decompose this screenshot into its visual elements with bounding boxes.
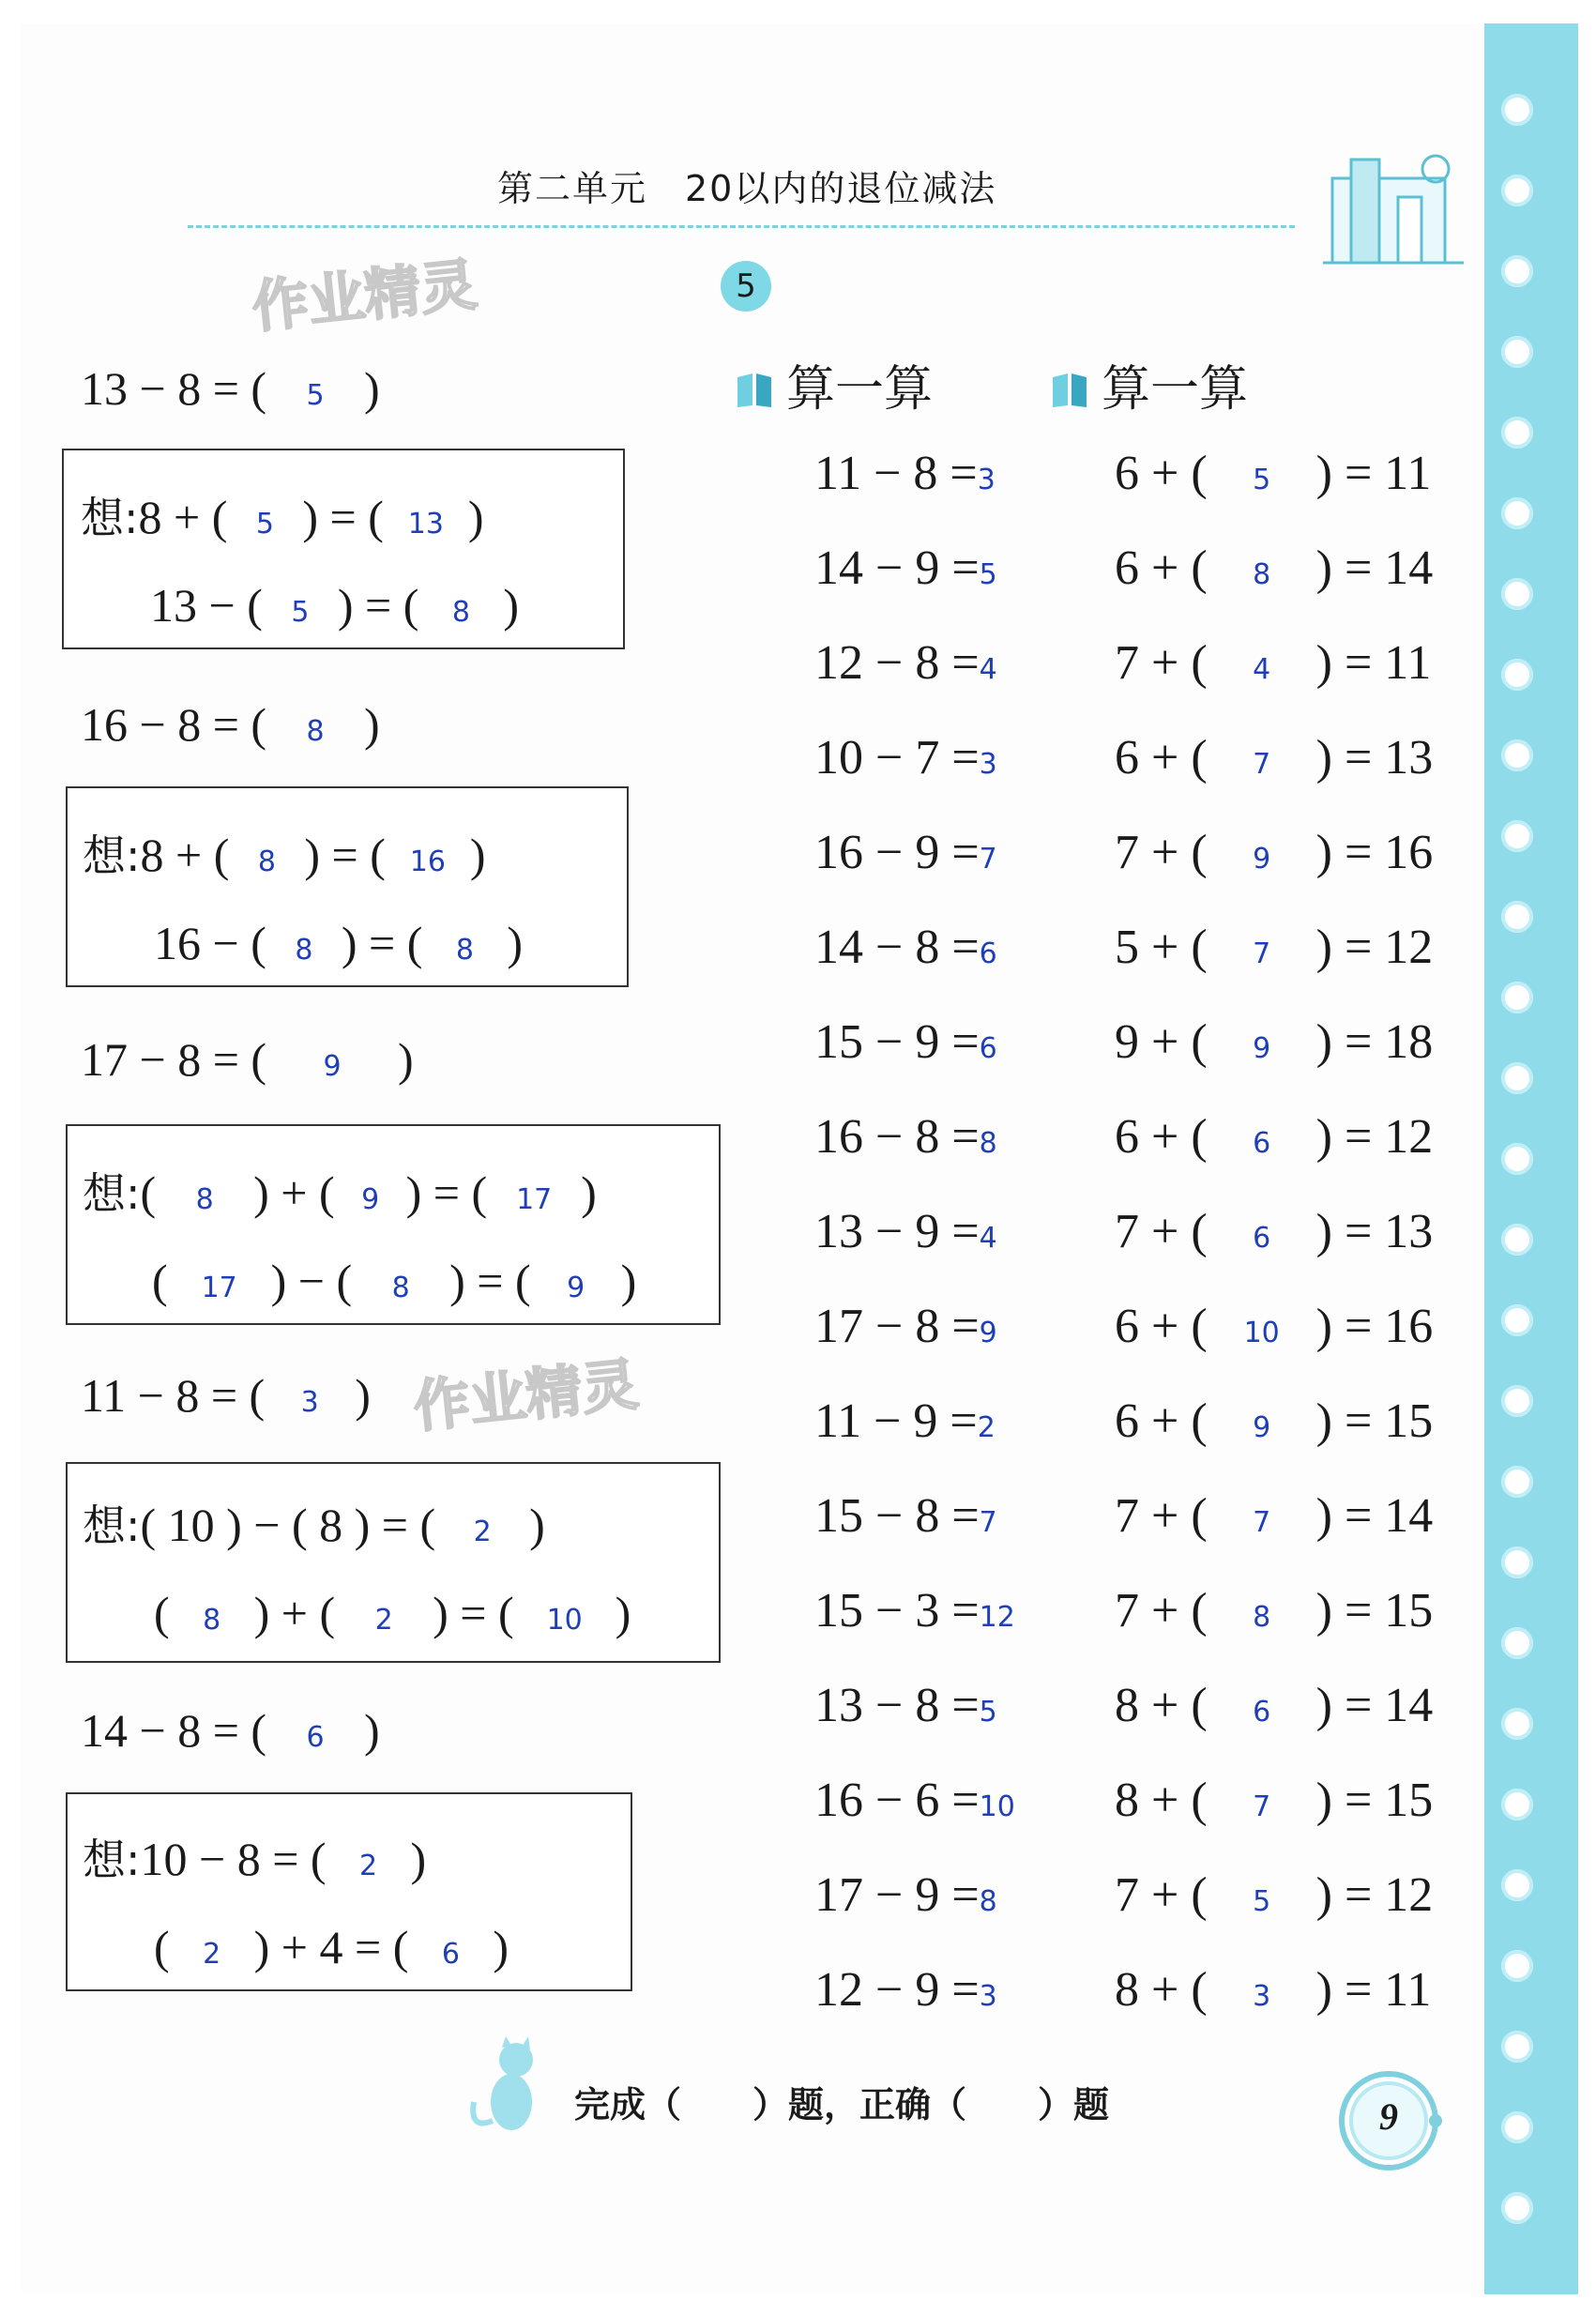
calc-row: 17 − 8 =9	[814, 1300, 997, 1353]
answer: 10	[979, 1790, 1015, 1823]
think-box-1: 想:8 + ( 5 ) = ( 13 ) 13 − ( 5 ) = ( 8 )	[62, 449, 625, 649]
answer: 9	[979, 1317, 997, 1349]
answer: 12	[979, 1601, 1015, 1634]
answer: 9	[1253, 843, 1271, 876]
problem-1: 13 − 8 = ( 5 )	[81, 362, 380, 415]
problem-2: 16 − 8 = ( 8 )	[81, 698, 380, 751]
answer: 4	[979, 1222, 997, 1255]
calc-row: 16 − 8 =8	[814, 1110, 997, 1164]
binder-ring	[1501, 901, 1533, 933]
fill-row: 8 + ( 7 ) = 15	[1115, 1774, 1434, 1827]
problem-4: 11 − 8 = ( 3 )	[81, 1369, 371, 1422]
answer: 5	[979, 1696, 997, 1729]
think-box-2: 想:8 + ( 8 ) = ( 16 ) 16 − ( 8 ) = ( 8 )	[66, 786, 629, 987]
binder-ring	[1501, 739, 1533, 771]
answer: 3	[979, 1980, 997, 2013]
answer: 6	[1253, 1127, 1271, 1160]
binder-ring	[1501, 336, 1533, 368]
fill-row: 8 + ( 3 ) = 11	[1115, 1963, 1432, 2017]
binder-ring	[1501, 1627, 1533, 1659]
answer: 4	[1253, 653, 1271, 686]
answer: 5	[1253, 464, 1271, 496]
think-box-3: 想:( 8 ) + ( 9 ) = ( 17 ) ( 17 ) − ( 8 ) = ( 9 )	[66, 1124, 721, 1325]
header-divider	[188, 225, 1295, 228]
answer: 7	[1253, 937, 1271, 970]
answer: 3	[977, 464, 996, 496]
fill-row: 7 + ( 4 ) = 11	[1115, 636, 1432, 690]
fill-row: 7 + ( 8 ) = 15	[1115, 1584, 1434, 1637]
answer: 7	[1253, 1506, 1271, 1539]
calc-row: 15 − 3 =12	[814, 1584, 1015, 1637]
calc-row: 13 − 8 =5	[814, 1679, 997, 1732]
think-box-5: 想:10 − 8 = ( 2 ) ( 2 ) + 4 = ( 6 )	[66, 1792, 632, 1991]
answer: 5	[306, 379, 325, 412]
binder-ring	[1501, 94, 1533, 126]
problem-5: 14 − 8 = ( 6 )	[81, 1704, 380, 1757]
answer: 2	[977, 1411, 996, 1444]
fill-row: 7 + ( 9 ) = 16	[1115, 826, 1434, 879]
binder-ring	[1501, 1062, 1533, 1094]
page-header-title: 第二单元 20以内的退位减法	[497, 168, 997, 209]
binder-ring	[1501, 1143, 1533, 1175]
binder-ring	[1501, 255, 1533, 287]
calc-row: 12 − 9 =3	[814, 1963, 997, 2017]
answer: 9	[1253, 1411, 1271, 1444]
calc-row: 16 − 9 =7	[814, 826, 997, 879]
answer: 7	[1253, 748, 1271, 781]
section-title-col1: 算一算	[734, 349, 933, 419]
cat-icon	[464, 2036, 549, 2140]
binder-ring	[1501, 1224, 1533, 1256]
binder-ring	[1501, 175, 1533, 206]
binder-ring	[1501, 1304, 1533, 1336]
binder-ring	[1501, 2111, 1533, 2143]
answer: 7	[979, 843, 997, 876]
fill-row: 8 + ( 6 ) = 14	[1115, 1679, 1434, 1732]
stationery-illustration	[1314, 141, 1468, 272]
answer: 3	[979, 748, 997, 781]
binder-ring	[1501, 497, 1533, 529]
calc-row: 14 − 8 =6	[814, 921, 997, 974]
calc-row: 11 − 8 =3	[814, 447, 996, 500]
unit-number-badge: 5	[721, 261, 771, 312]
calc-row: 17 − 9 =8	[814, 1868, 997, 1922]
calc-row: 10 − 7 =3	[814, 731, 997, 784]
fill-row: 7 + ( 7 ) = 14	[1115, 1489, 1434, 1543]
calc-row: 15 − 9 =6	[814, 1015, 997, 1069]
calc-row: 14 − 9 =5	[814, 541, 997, 595]
answer: 8	[1253, 1601, 1271, 1634]
binder-ring	[1501, 1708, 1533, 1740]
answer: 6	[1253, 1696, 1271, 1729]
answer: 10	[1243, 1317, 1280, 1349]
answer: 6	[1253, 1222, 1271, 1255]
binder-ring	[1501, 417, 1533, 449]
answer: 6	[979, 1032, 997, 1065]
book-icon	[1049, 370, 1090, 411]
binder-ring	[1501, 1546, 1533, 1578]
binder-ring	[1501, 2031, 1533, 2063]
binder-ring	[1501, 820, 1533, 852]
answer: 7	[979, 1506, 997, 1539]
calc-row: 13 − 9 =4	[814, 1205, 997, 1258]
binder-ring	[1501, 578, 1533, 610]
binder-ring	[1501, 2192, 1533, 2224]
calc-row: 12 − 8 =4	[814, 636, 997, 690]
calc-row: 11 − 9 =2	[814, 1394, 996, 1448]
fill-row: 6 + ( 10 ) = 16	[1115, 1300, 1434, 1353]
fill-row: 6 + ( 5 ) = 11	[1115, 447, 1432, 500]
section-title-col2: 算一算	[1049, 349, 1248, 419]
answer: 9	[1253, 1032, 1271, 1065]
binder-ring	[1501, 659, 1533, 691]
binder-ring	[1501, 1869, 1533, 1901]
watermark: 作业精灵	[410, 1351, 642, 1441]
fill-row: 7 + ( 5 ) = 12	[1115, 1868, 1434, 1922]
binder-ring	[1501, 982, 1533, 1013]
problem-3: 17 − 8 = ( 9 )	[81, 1033, 414, 1086]
answer: 6	[979, 937, 997, 970]
book-icon	[734, 370, 775, 411]
binder-ring	[1501, 1789, 1533, 1820]
page-number: 9	[1379, 2095, 1398, 2138]
think-box-4: 想:( 10 ) − ( 8 ) = ( 2 ) ( 8 ) + ( 2 ) = ( 10 )	[66, 1462, 721, 1663]
answer: 5	[979, 558, 997, 591]
fill-row: 6 + ( 7 ) = 13	[1115, 731, 1434, 784]
answer: 8	[979, 1885, 997, 1918]
fill-row: 6 + ( 6 ) = 12	[1115, 1110, 1434, 1164]
binder-ring	[1501, 1466, 1533, 1498]
calc-row: 16 − 6 =10	[814, 1774, 1015, 1827]
answer: 5	[1253, 1885, 1271, 1918]
answer: 4	[979, 653, 997, 686]
watermark: 作业精灵	[249, 251, 480, 342]
binder-ring	[1501, 1385, 1533, 1417]
answer: 8	[1253, 558, 1271, 591]
fill-row: 7 + ( 6 ) = 13	[1115, 1205, 1434, 1258]
fill-row: 6 + ( 9 ) = 15	[1115, 1394, 1434, 1448]
answer: 8	[979, 1127, 997, 1160]
binder-ring	[1501, 1950, 1533, 1982]
calc-row: 15 − 8 =7	[814, 1489, 997, 1543]
fill-row: 5 + ( 7 ) = 12	[1115, 921, 1434, 974]
answer: 7	[1253, 1790, 1271, 1823]
completion-footer: 完成（ ）题，正确（ ）题	[574, 2084, 1110, 2125]
answer: 3	[1253, 1980, 1271, 2013]
fill-row: 9 + ( 9 ) = 18	[1115, 1015, 1434, 1069]
fill-row: 6 + ( 8 ) = 14	[1115, 541, 1434, 595]
